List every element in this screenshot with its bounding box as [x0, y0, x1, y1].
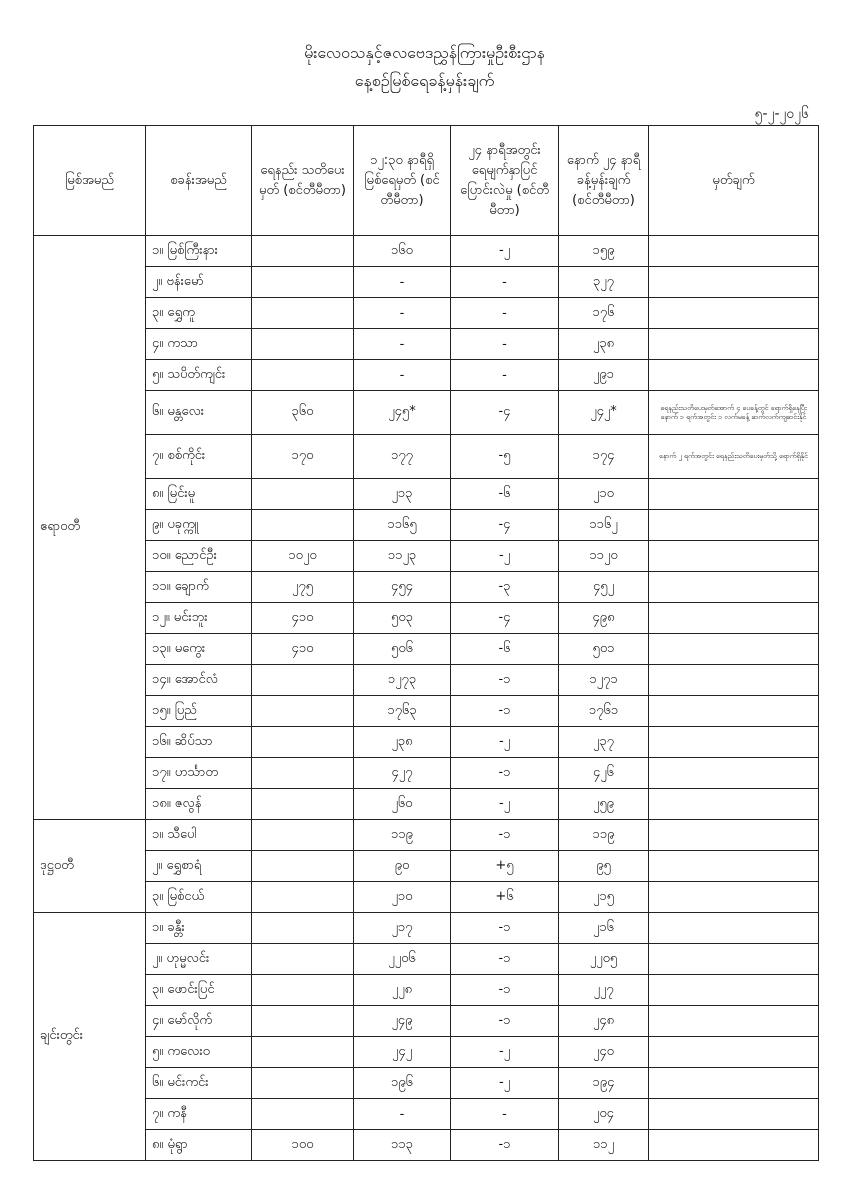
station-cell: ၉။ ပခုက္ကူ [146, 510, 252, 541]
water-level-cell: ၁၁၂၃ [354, 541, 451, 572]
table-row [34, 360, 819, 391]
remark-cell: ရေနည်းသတိပေးမှတ်အောက် ၄ ပေခန့်တွင် ရောက်ရှိနေပြီး နောက် ၁ ရက်အတွင်း ၁ လက်မခန့် ဆက်လက်ကျဆင်းနိုင် [649, 391, 819, 435]
forecast-cell: ၂၁၀ [559, 479, 649, 510]
remark-cell [649, 634, 819, 665]
table-row [34, 572, 819, 603]
change-cell: -၂ [451, 727, 559, 758]
remark-cell [649, 665, 819, 696]
station-cell: ၃။ ဖောင်းပြင် [146, 975, 252, 1006]
remark-cell [649, 479, 819, 510]
station-cell: ၃။ မြစ်ငယ် [146, 882, 252, 913]
change-cell: -၂ [451, 789, 559, 820]
table-row [34, 789, 819, 820]
change-cell: +၆ [451, 882, 559, 913]
water-level-cell: - [354, 1099, 451, 1130]
table-row [34, 435, 819, 479]
table-row [34, 236, 819, 267]
forecast-cell: ၁၂၇၁ [559, 665, 649, 696]
station-cell: ၁၆။ ဆိပ်သာ [146, 727, 252, 758]
forecast-cell: ၂၉၁ [559, 360, 649, 391]
table-row [34, 1006, 819, 1037]
forecast-cell: ၉၅ [559, 851, 649, 882]
warning-level-cell [252, 851, 354, 882]
remark-cell [649, 975, 819, 1006]
station-cell: ၇။ ကနီ [146, 1099, 252, 1130]
table-row [34, 851, 819, 882]
change-cell: - [451, 329, 559, 360]
forecast-cell: ၄၂၆ [559, 758, 649, 789]
station-cell: ၁၀။ ညောင်ဦး [146, 541, 252, 572]
table-row [34, 1037, 819, 1068]
warning-level-cell [252, 696, 354, 727]
warning-level-cell [252, 944, 354, 975]
change-cell: -၅ [451, 435, 559, 479]
station-cell: ၁၅။ ပြည် [146, 696, 252, 727]
station-cell: ၃။ ရွှေကူ [146, 298, 252, 329]
station-cell: ၁၇။ ဟင်္သာတ [146, 758, 252, 789]
warning-level-cell [252, 236, 354, 267]
forecast-cell: ၂၃၇ [559, 727, 649, 758]
remark-cell: နောက် ၂ ရက်အတွင်း ရေနည်းသတိပေးမှတ်သို့ ရောက်ရှိနိုင် [649, 435, 819, 479]
table-row [34, 696, 819, 727]
change-cell: -၁ [451, 758, 559, 789]
water-level-cell: ၅၀၃ [354, 603, 451, 634]
remark-cell [649, 603, 819, 634]
remark-cell [649, 820, 819, 851]
header-row [34, 126, 819, 236]
warning-level-cell [252, 975, 354, 1006]
table-row [34, 727, 819, 758]
forecast-cell: ၂၀၄ [559, 1099, 649, 1130]
remark-cell [649, 267, 819, 298]
remark-cell [649, 1130, 819, 1161]
warning-level-cell [252, 298, 354, 329]
table-row [34, 1099, 819, 1130]
forecast-cell: ၁၁၂၀ [559, 541, 649, 572]
report-date: ၅-၂-၂၀၂၆ [754, 106, 809, 122]
change-cell: -၁ [451, 820, 559, 851]
table-row [34, 913, 819, 944]
change-cell: -၆ [451, 479, 559, 510]
forecast-cell: ၁၉၄ [559, 1068, 649, 1099]
warning-level-cell [252, 913, 354, 944]
water-level-cell: ၂၄၉ [354, 1006, 451, 1037]
water-level-cell: ၂၁၇ [354, 913, 451, 944]
water-level-cell: - [354, 329, 451, 360]
warning-level-cell [252, 789, 354, 820]
station-cell: ၈။ မုံရွာ [146, 1130, 252, 1161]
water-level-cell: ၁၇၆၃ [354, 696, 451, 727]
change-cell: - [451, 267, 559, 298]
station-cell: ၁။ မြစ်ကြီးနား [146, 236, 252, 267]
forecast-cell: ၂၅၉ [559, 789, 649, 820]
forecast-cell: ၁၁၆၂ [559, 510, 649, 541]
water-level-cell: ၄၂၇ [354, 758, 451, 789]
remark-cell [649, 851, 819, 882]
station-cell: ၄။ ကသာ [146, 329, 252, 360]
warning-level-cell: ၄၁၀ [252, 634, 354, 665]
change-cell: -၄ [451, 510, 559, 541]
warning-level-cell [252, 758, 354, 789]
water-level-cell: ၄၅၄ [354, 572, 451, 603]
forecast-cell: ၁၇၆၁ [559, 696, 649, 727]
warning-level-cell: ၃၆၀ [252, 391, 354, 435]
warning-level-cell [252, 329, 354, 360]
warning-level-cell: ၂၇၅ [252, 572, 354, 603]
water-level-cell: ၁၁၃ [354, 1130, 451, 1161]
table-row [34, 758, 819, 789]
forecast-cell: ၂၂၇ [559, 975, 649, 1006]
remark-cell [649, 236, 819, 267]
station-cell: ၄။ မော်လိုက် [146, 1006, 252, 1037]
table-row [34, 944, 819, 975]
forecast-cell: ၁၁၂ [559, 1130, 649, 1161]
water-level-cell: ၁၉၆ [354, 1068, 451, 1099]
river-forecast-table [33, 125, 819, 1161]
forecast-cell: ၁၇၄ [559, 435, 649, 479]
water-level-cell: ၁၁၆၅ [354, 510, 451, 541]
change-cell: -၄ [451, 603, 559, 634]
station-cell: ၅။ ကလေးဝ [146, 1037, 252, 1068]
water-level-cell: ၅၀၆ [354, 634, 451, 665]
warning-level-cell [252, 727, 354, 758]
station-cell: ၁၁။ ချောက် [146, 572, 252, 603]
forecast-cell: ၂၂၀၅ [559, 944, 649, 975]
col-header-forecast: နောက် ၂၄ နာရီ ခန့်မှန်းချက် (စင်တီမီတာ) [559, 126, 649, 236]
warning-level-cell [252, 360, 354, 391]
remark-cell [649, 329, 819, 360]
remark-cell [649, 882, 819, 913]
station-cell: ၁၄။ အောင်လံ [146, 665, 252, 696]
col-header-remark: မှတ်ချက် [649, 126, 819, 236]
water-level-cell: ၁၁၉ [354, 820, 451, 851]
col-header-change: ၂၄ နာရီအတွင်း ရေမျက်နှာပြင် ပြောင်းလဲမှု (စင်တီမီတာ) [451, 126, 559, 236]
water-level-cell: ၂၃၈ [354, 727, 451, 758]
water-level-cell: ၂၁၀ [354, 882, 451, 913]
water-level-cell: ၂၁၃ [354, 479, 451, 510]
change-cell: -၁ [451, 944, 559, 975]
station-cell: ၂။ ဟုမ္မလင်း [146, 944, 252, 975]
change-cell: -၁ [451, 913, 559, 944]
water-level-cell: ၁၂၇၃ [354, 665, 451, 696]
river-name-cell: ဧရာဝတီ [34, 236, 146, 820]
warning-level-cell [252, 1099, 354, 1130]
table-row [34, 479, 819, 510]
table-row [34, 267, 819, 298]
table-row [34, 603, 819, 634]
station-cell: ၁၃။ မကွေး [146, 634, 252, 665]
forecast-cell: ၁၇၆ [559, 298, 649, 329]
water-level-cell: - [354, 298, 451, 329]
station-cell: ၇။ စစ်ကိုင်း [146, 435, 252, 479]
station-cell: ၆။ မင်းကင်း [146, 1068, 252, 1099]
change-cell: -၁ [451, 1006, 559, 1037]
change-cell: -၁ [451, 696, 559, 727]
col-header-river: မြစ်အမည် [34, 126, 146, 236]
remark-cell [649, 510, 819, 541]
station-cell: ၂။ ရွှေစာရံ [146, 851, 252, 882]
table-row [34, 298, 819, 329]
remark-cell [649, 1099, 819, 1130]
station-cell: ၅။ သပိတ်ကျင်း [146, 360, 252, 391]
warning-level-cell: ၁၇၀ [252, 435, 354, 479]
change-cell: -၂ [451, 236, 559, 267]
change-cell: -၂ [451, 541, 559, 572]
forecast-cell: ၂၄၂* [559, 391, 649, 435]
remark-cell [649, 944, 819, 975]
warning-level-cell [252, 1068, 354, 1099]
warning-level-cell [252, 1006, 354, 1037]
change-cell: -၆ [451, 634, 559, 665]
water-level-cell: - [354, 360, 451, 391]
table-row [34, 1130, 819, 1161]
forecast-cell: ၄၉၈ [559, 603, 649, 634]
warning-level-cell [252, 267, 354, 298]
remark-cell [649, 360, 819, 391]
station-cell: ၁၂။ မင်းဘူး [146, 603, 252, 634]
warning-level-cell [252, 1037, 354, 1068]
report-title: နေ့စဉ်မြစ်ရေခန့်မှန်းချက် [354, 71, 495, 90]
remark-cell [649, 541, 819, 572]
river-name-cell: ချင်းတွင်း [34, 913, 146, 1161]
warning-level-cell [252, 510, 354, 541]
remark-cell [649, 1006, 819, 1037]
change-cell: - [451, 298, 559, 329]
remark-cell [649, 727, 819, 758]
station-cell: ၆။ မန္တလေး [146, 391, 252, 435]
change-cell: +၅ [451, 851, 559, 882]
forecast-cell: ၂၄၀ [559, 1037, 649, 1068]
warning-level-cell [252, 479, 354, 510]
river-name-cell: ဒုဋ္ဌဝတီ [34, 820, 146, 913]
forecast-cell: ၁၅၉ [559, 236, 649, 267]
station-cell: ၂။ ဗန်းမော် [146, 267, 252, 298]
remark-cell [649, 696, 819, 727]
col-header-station: စခန်းအမည် [146, 126, 252, 236]
water-level-cell: ၂၂၀၆ [354, 944, 451, 975]
warning-level-cell: ၁၀၂၀ [252, 541, 354, 572]
water-level-cell: ၂၄၅* [354, 391, 451, 435]
table-row [34, 665, 819, 696]
remark-cell [649, 1068, 819, 1099]
station-cell: ၁။ သီပေါ [146, 820, 252, 851]
water-level-cell: ၂၂၈ [354, 975, 451, 1006]
remark-cell [649, 298, 819, 329]
change-cell: -၃ [451, 572, 559, 603]
forecast-cell: ၁၁၉ [559, 820, 649, 851]
table-row [34, 510, 819, 541]
change-cell: -၂ [451, 1068, 559, 1099]
change-cell: -၄ [451, 391, 559, 435]
water-level-cell: ၉၀ [354, 851, 451, 882]
water-level-cell: ၂၄၂ [354, 1037, 451, 1068]
table-row [34, 329, 819, 360]
change-cell: -၁ [451, 975, 559, 1006]
change-cell: - [451, 1099, 559, 1130]
col-header-water-level: ၁၂:၃၀ နာရီရှိ မြစ်ရေမှတ် (စင်တီမီတာ) [354, 126, 451, 236]
station-cell: ၈။ မြင်းမူ [146, 479, 252, 510]
forecast-cell: ၂၁၆ [559, 913, 649, 944]
table-row [34, 634, 819, 665]
warning-level-cell [252, 882, 354, 913]
warning-level-cell: ၁၀၀ [252, 1130, 354, 1161]
station-cell: ၁။ ခန္တီး [146, 913, 252, 944]
forecast-cell: ၄၅၂ [559, 572, 649, 603]
table-row [34, 820, 819, 851]
water-level-cell: ၂၆၀ [354, 789, 451, 820]
table-row [34, 975, 819, 1006]
table-row [34, 882, 819, 913]
department-title: မိုးလေဝသနှင့်ဇလဗေဒညွှန်ကြားမှုဦးစီးဌာန [304, 43, 545, 62]
table-row [34, 1068, 819, 1099]
change-cell: -၁ [451, 1130, 559, 1161]
change-cell: -၂ [451, 1037, 559, 1068]
remark-cell [649, 789, 819, 820]
warning-level-cell: ၄၁၀ [252, 603, 354, 634]
forecast-cell: ၅၀၁ [559, 634, 649, 665]
col-header-warning-level: ရေနည်း သတိပေးမှတ် (စင်တီမီတာ) [252, 126, 354, 236]
table-row [34, 541, 819, 572]
forecast-cell: ၂၃၈ [559, 329, 649, 360]
water-level-cell: - [354, 267, 451, 298]
warning-level-cell [252, 820, 354, 851]
station-cell: ၁၈။ ဇလွန် [146, 789, 252, 820]
forecast-cell: ၂၄၈ [559, 1006, 649, 1037]
water-level-cell: ၁၇၇ [354, 435, 451, 479]
change-cell: - [451, 360, 559, 391]
forecast-cell: ၃၂၇ [559, 267, 649, 298]
water-level-cell: ၁၆၀ [354, 236, 451, 267]
warning-level-cell [252, 665, 354, 696]
forecast-cell: ၂၁၅ [559, 882, 649, 913]
remark-cell [649, 572, 819, 603]
remark-cell [649, 913, 819, 944]
remark-cell [649, 758, 819, 789]
remark-cell [649, 1037, 819, 1068]
change-cell: -၁ [451, 665, 559, 696]
table-row [34, 391, 819, 435]
